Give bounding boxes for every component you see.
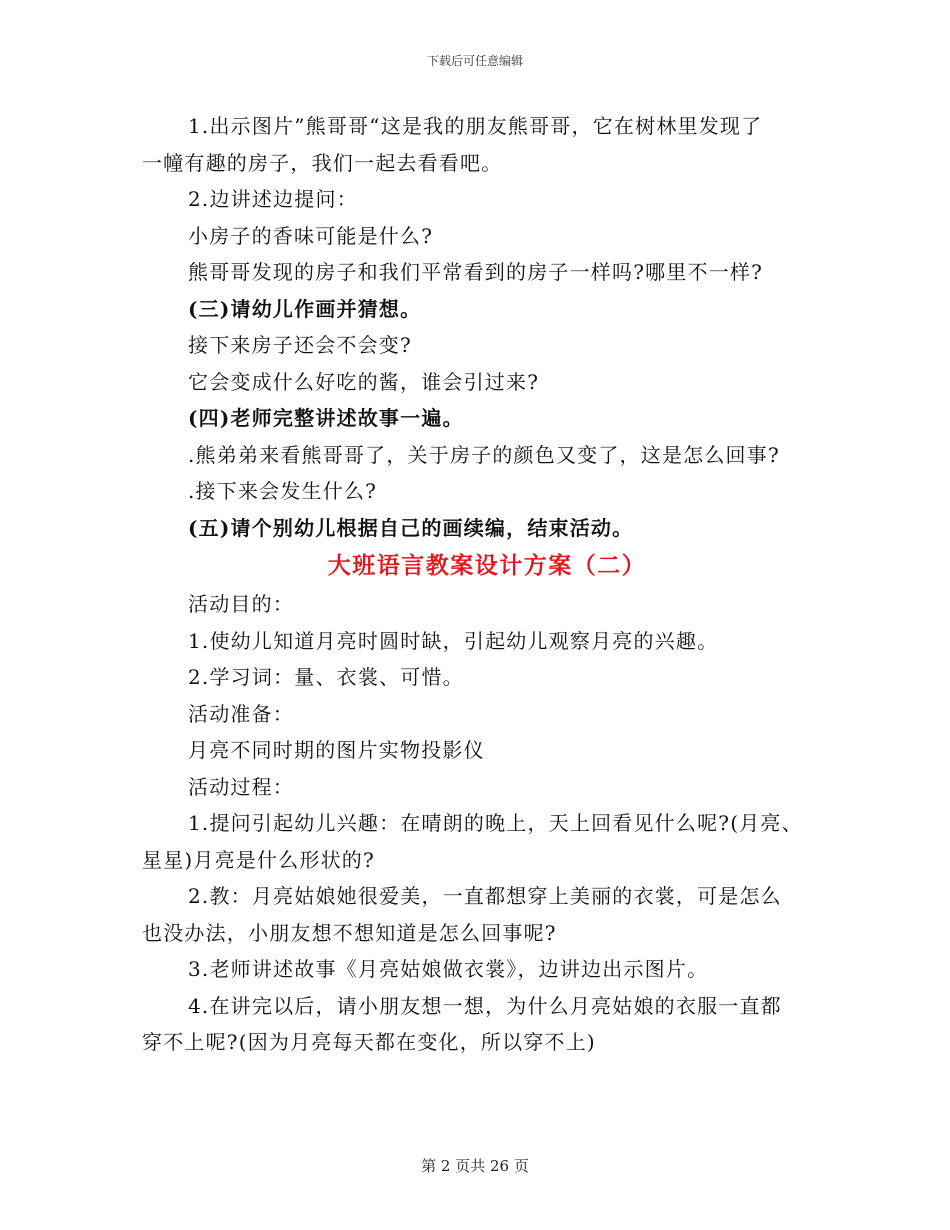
page-header: 下载后可任意编辑	[426, 54, 523, 68]
paragraph: 3.老师讲述故事《月亮姑娘做衣裳》，边讲边出示图片。	[188, 957, 709, 981]
page-footer: 第 2 页共 26 页	[421, 1157, 529, 1175]
paragraph: 2.边讲述边提问：	[188, 187, 358, 211]
paragraph: 4.在讲完以后，请小朋友想一想，为什么月亮姑娘的衣服一直都	[188, 993, 782, 1018]
paragraph: 一幢有趣的房子，我们一起去看看吧。	[142, 150, 503, 175]
document-body	[142, 108, 812, 1061]
paragraph: 月亮不同时期的图片实物投影仪	[188, 738, 485, 762]
paragraph: 小房子的香味可能是什么?	[188, 223, 434, 248]
paragraph: 它会变成什么好吃的酱，谁会引过来?	[188, 369, 540, 394]
paragraph: 也没办法，小朋友想不想知道是怎么回事呢?	[142, 920, 557, 945]
paragraph: 活动准备：	[188, 701, 294, 726]
section-heading: (五)请个别幼儿根据自己的画续编，结束活动。	[188, 515, 634, 540]
section-heading: (三)请幼儿作画并猜想。	[188, 296, 422, 321]
paragraph: 活动过程：	[188, 774, 294, 799]
paragraph: 活动目的：	[188, 592, 294, 616]
paragraph: 穿不上呢?(因为月亮每天都在变化，所以穿不上)	[142, 1030, 596, 1054]
paragraph: 2.教：月亮姑娘她很爱美，一直都想穿上美丽的衣裳，可是怎么	[188, 884, 782, 908]
paragraph: .接下来会发生什么?	[188, 479, 378, 503]
paragraph: 1.出示图片”熊哥哥“这是我的朋友熊哥哥，它在树林里发现了	[188, 114, 763, 138]
paragraph: 2.学习词：量、衣裳、可惜。	[188, 665, 464, 689]
paragraph: 1.提问引起幼儿兴趣：在晴朗的晚上，天上回看见什么呢?(月亮、	[188, 811, 803, 835]
section-heading: (四)老师完整讲述故事一遍。	[188, 406, 464, 430]
paragraph: 1.使幼儿知道月亮时圆时缺，引起幼儿观察月亮的兴趣。	[188, 628, 719, 653]
document-title: 大班语言教案设计方案（二）	[327, 552, 647, 579]
paragraph: 接下来房子还会不会变?	[188, 333, 412, 357]
paragraph: 星星)月亮是什么形状的?	[142, 847, 375, 872]
paragraph: .熊弟弟来看熊哥哥了，关于房子的颜色又变了，这是怎么回事?	[188, 442, 780, 467]
paragraph: 熊哥哥发现的房子和我们平常看到的房子一样吗?哪里不一样?	[188, 260, 764, 284]
